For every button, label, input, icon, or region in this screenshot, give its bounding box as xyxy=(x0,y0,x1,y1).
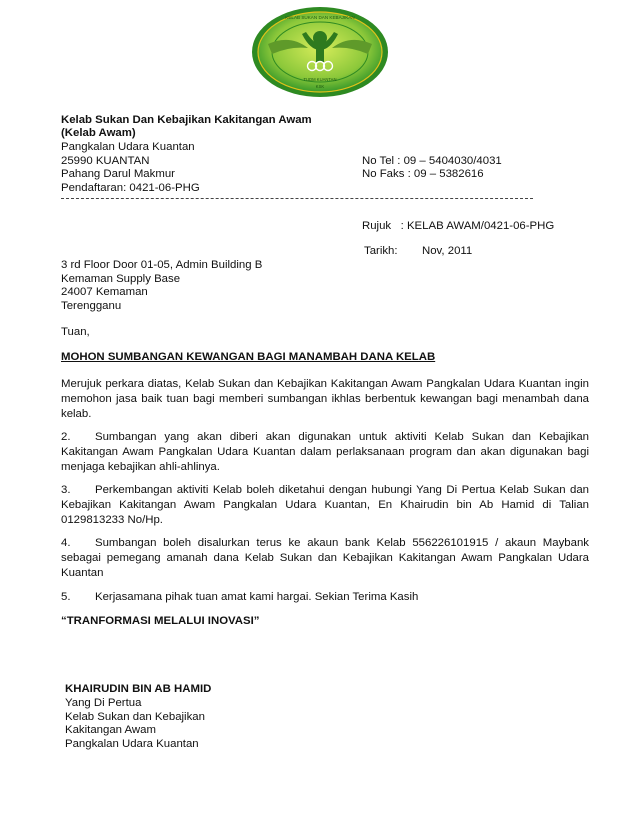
paragraph-2 xyxy=(61,430,589,475)
logo-bottom-text: TUDM KUANTAN xyxy=(303,77,337,82)
signature-line1: Yang Di Pertua xyxy=(65,697,142,709)
motto: “TRANFORMASI MELALUI INOVASI” xyxy=(61,615,260,627)
ref-rujuk: Rujuk : KELAB AWAM/0421-06-PHG xyxy=(362,220,555,232)
sender-line6: Pendaftaran: 0421-06-PHG xyxy=(61,182,200,194)
sender-tel: No Tel : 09 – 5404030/4031 xyxy=(362,155,502,167)
sender-line3: Pangkalan Udara Kuantan xyxy=(61,141,195,153)
salutation: Tuan, xyxy=(61,326,90,338)
ref-tarikh-value: Nov, 2011 xyxy=(422,245,473,257)
recipient-line4: Terengganu xyxy=(61,300,122,312)
club-logo xyxy=(250,4,390,100)
paragraph-3-number: 3. xyxy=(61,484,71,496)
paragraph-3-text: Perkembangan aktiviti Kelab boleh diketahui dengan hubungi Yang Di Pertua Kelab Sukan dan Kebajikan Kakitangan Awam Pangkalan Udara Kuantan, En Khairudin bin Ab Hamid di Talian 0129813233 No/Hp. xyxy=(61,484,589,526)
signature-line3: Kakitangan Awam xyxy=(65,724,156,736)
subject-line: MOHON SUMBANGAN KEWANGAN BAGI MANAMBAH DANA KELAB xyxy=(61,351,436,363)
paragraph-3 xyxy=(61,483,589,528)
paragraph-4-text: Sumbangan boleh disalurkan terus ke akaun bank Kelab 556226101915 / akaun Maybank sebagai pemegang amanah dana Kelab Sukan dan Kebajikan Kakitangan Awam Pangkalan Udara Kuantan xyxy=(61,537,589,579)
recipient-line1: 3 rd Floor Door 01-05, Admin Building B xyxy=(61,259,263,271)
signature-line4: Pangkalan Udara Kuantan xyxy=(65,738,199,750)
logo-top-text: KELAB SUKAN DAN KEBAJIKAN xyxy=(285,15,355,20)
logo-abbr: KSK xyxy=(315,84,325,89)
paragraph-4 xyxy=(61,536,589,581)
paragraph-5 xyxy=(61,590,589,605)
separator-line xyxy=(61,198,533,199)
recipient-line3: 24007 Kemaman xyxy=(61,286,148,298)
paragraph-5-text: Kerjasamana pihak tuan amat kami hargai. Sekian Terima Kasih xyxy=(95,591,419,603)
sender-short: (Kelab Awam) xyxy=(61,127,136,139)
paragraph-2-text: Sumbangan yang akan diberi akan digunakan untuk aktiviti Kelab Sukan dan Kebajikan Kakitangan Awam Pangkalan Udara Kuantan dalam perlaksanaan program dan akan digunakan bagi menjaga kebajikan ahli-ahlinya. xyxy=(61,431,589,473)
sender-name: Kelab Sukan Dan Kebajikan Kakitangan Awam xyxy=(61,114,312,126)
paragraph-1: Merujuk perkara diatas, Kelab Sukan dan Kebajikan Kakitangan Awam Pangkalan Udara Kuantan ingin memohon jasa baik tuan bagi memberi sumbangan ikhlas berbentuk kewangan bagi menambah dana kelab. xyxy=(61,378,589,420)
signature-name: KHAIRUDIN BIN AB HAMID xyxy=(65,683,212,695)
sender-fax: No Faks : 09 – 5382616 xyxy=(362,168,484,180)
paragraph-4-number: 4. xyxy=(61,537,71,549)
sender-line5: Pahang Darul Makmur xyxy=(61,168,175,180)
signature-line2: Kelab Sukan dan Kebajikan xyxy=(65,711,205,723)
paragraph-2-number: 2. xyxy=(61,431,71,443)
sender-line4: 25990 KUANTAN xyxy=(61,155,150,167)
recipient-line2: Kemaman Supply Base xyxy=(61,273,181,285)
paragraph-5-number: 5. xyxy=(61,591,71,603)
ref-tarikh-label: Tarikh: xyxy=(364,245,398,257)
